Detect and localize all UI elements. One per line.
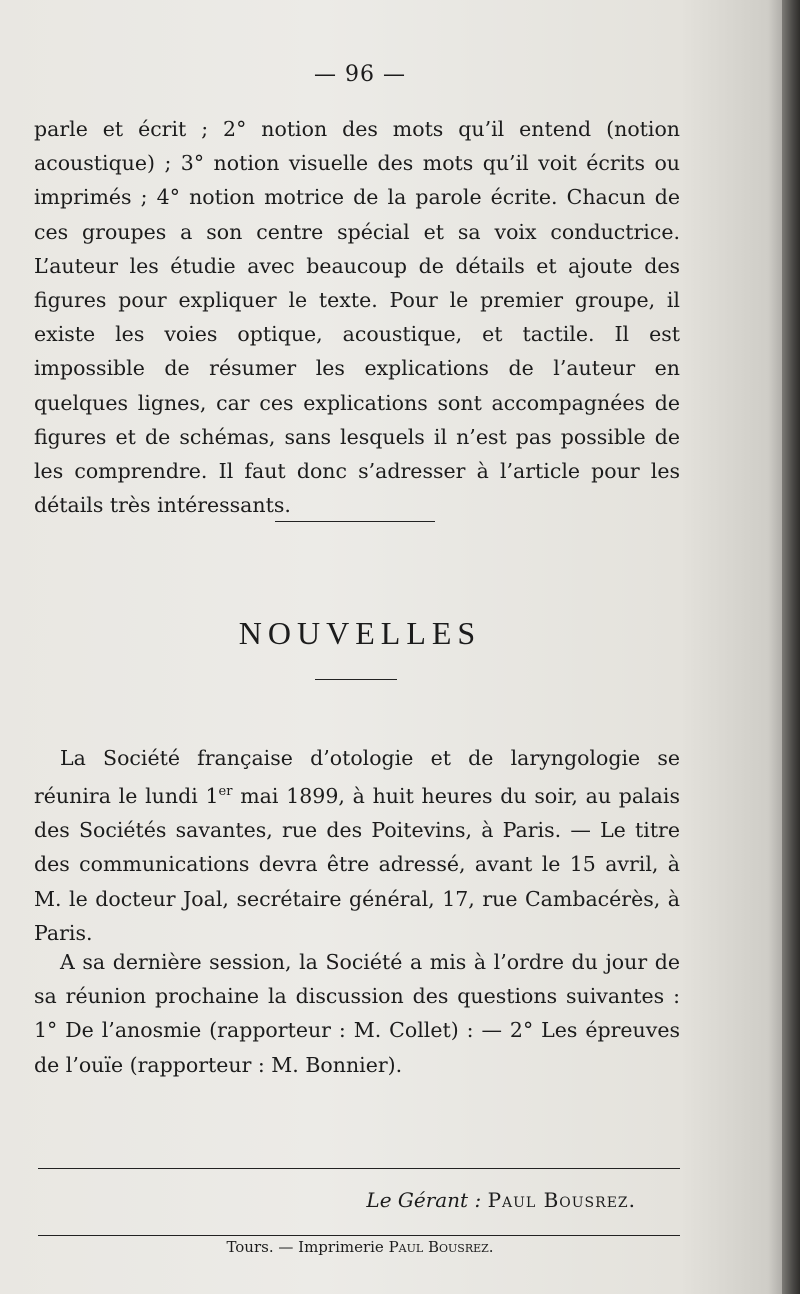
page-binding-edge: [782, 0, 800, 1294]
imprint-name: Paul Bousrez.: [388, 1238, 494, 1256]
footer-rule-bottom: [38, 1235, 680, 1236]
footer-rule-top: [38, 1168, 680, 1169]
section-title: NOUVELLES: [238, 615, 482, 651]
signature-line: [0, 1188, 636, 1212]
section-separator-rule: [275, 521, 435, 522]
news-paragraph-2: A sa dernière session, la Société a mis à l’ordre du jour de sa réunion prochaine la discussion des questions suivantes : 1° De l’anosmie (rapporteur : M. Collet) : — 2° Les épreuves de l’ouïe (rapporteur : M. Bonnier).: [34, 950, 680, 1077]
news-paragraph-1-end: mai 1899, à huit heures du soir, au palais des Sociétés savantes, rue des Poitevins, à Paris. — Le titre des communications devra être adressé, avant le 15 avril, à M. le docteur Joal, secrétaire général, 17, rue Cambacérès, à Paris.: [34, 784, 680, 945]
signature-name: Paul Bousrez.: [487, 1188, 636, 1212]
news-paragraph-1: [34, 741, 680, 950]
page-number: — 96 —: [314, 62, 406, 87]
news-paragraph-1-start: La Société française d’otologie et de laryngologie se réunira le lundi 1: [34, 746, 680, 809]
intro-paragraph: parle et écrit ; 2° notion des mots qu’il entend (notion acoustique) ; 3° notion visuelle des mots qu’il voit écrits ou imprimés ; 4° notion motrice de la parole écrite. Chacun de ces groupes a son centre spécial et sa voix conductrice. L’auteur les étudie avec beaucoup de détails et ajoute des figures pour expliquer le texte. Pour le premier groupe, il existe les voies optique, acoustique, et tactile. Il est impossible de résumer les explications de l’auteur en quelques lignes, car ces explications sont accompagnées de figures et de schémas, sans lesquels il n’est pas possible de les comprendre. Il faut donc s’adresser à l’article pour les détails très intéressants.: [34, 117, 680, 518]
printer-imprint: [0, 1238, 720, 1256]
ordinal-superscript: er: [218, 784, 233, 800]
imprint-prefix: Tours. — Imprimerie: [226, 1238, 384, 1256]
title-underline-rule: [315, 679, 397, 680]
signature-role: Le Gérant :: [366, 1188, 482, 1212]
